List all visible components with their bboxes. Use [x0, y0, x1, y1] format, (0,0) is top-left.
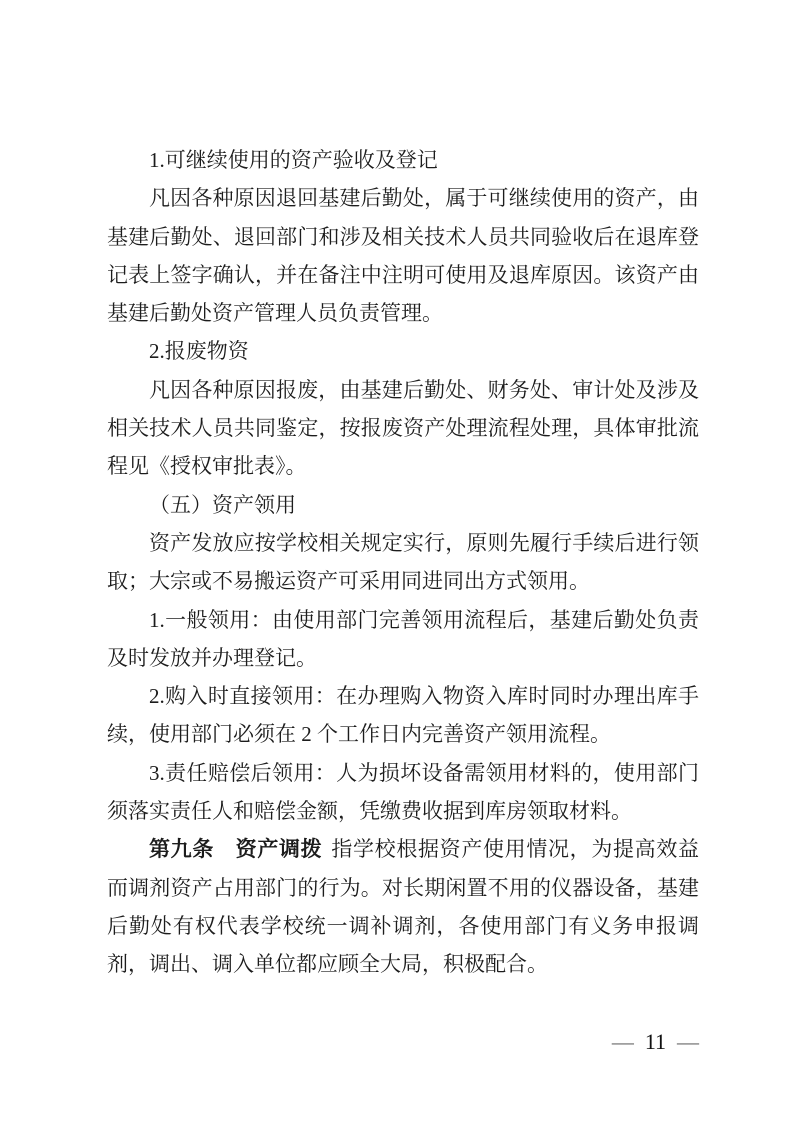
page-number-right-dash: —	[677, 1029, 699, 1054]
page-number-value: 11	[644, 1029, 666, 1054]
paragraph-reusable-assets: 凡因各种原因退回基建后勤处，属于可继续使用的资产，由基建后勤处、退回部门和涉及相关技术人员共同验收后在退库登记表上签字确认，并在备注中注明可使用及退库原因。该资产由基建后勤处资产管理人员负责管理。	[107, 186, 699, 326]
heading-reusable-assets: 1.可继续使用的资产验收及登记	[149, 148, 438, 172]
article-9-title: 第九条 资产调拨	[149, 837, 323, 862]
heading-asset-requisition: （五）资产领用	[149, 492, 296, 517]
page-number	[612, 1029, 699, 1055]
document-content	[107, 141, 699, 984]
paragraph-article-9	[107, 830, 699, 983]
paragraph-direct-requisition: 2.购入时直接领用：在办理购入物资入库时同时办理出库手续，使用部门必须在 2 个工作日内完善资产领用流程。	[107, 684, 699, 747]
heading-scrapped-materials: 2.报废物资	[149, 339, 249, 364]
paragraph-compensation-requisition: 3.责任赔偿后领用：人为损坏设备需领用材料的，使用部门须落实责任人和赔偿金额，凭缴费收据到库房领取材料。	[107, 760, 699, 824]
page-number-left-dash: —	[611, 1029, 634, 1054]
paragraph-scrapped-materials: 凡因各种原因报废，由基建后勤处、财务处、审计处及涉及相关技术人员共同鉴定，按报废资产处理流程处理，具体审批流程见《授权审批表》。	[107, 377, 699, 479]
paragraph-general-requisition: 1.一般领用：由使用部门完善领用流程后，基建后勤处负责及时发放并办理登记。	[107, 607, 699, 670]
article-9-body: 指学校根据资产使用情况，为提高效益而调剂资产占用部门的行为。对长期闲置不用的仪器设备，基建后勤处有权代表学校统一调补调剂，各使用部门有义务申报调剂，调出、调入单位都应顾全大局，积极配合。	[107, 837, 700, 977]
paragraph-asset-issuance: 资产发放应按学校相关规定实行，原则先履行手续后进行领取；大宗或不易搬运资产可采用同进同出方式领用。	[107, 530, 699, 594]
